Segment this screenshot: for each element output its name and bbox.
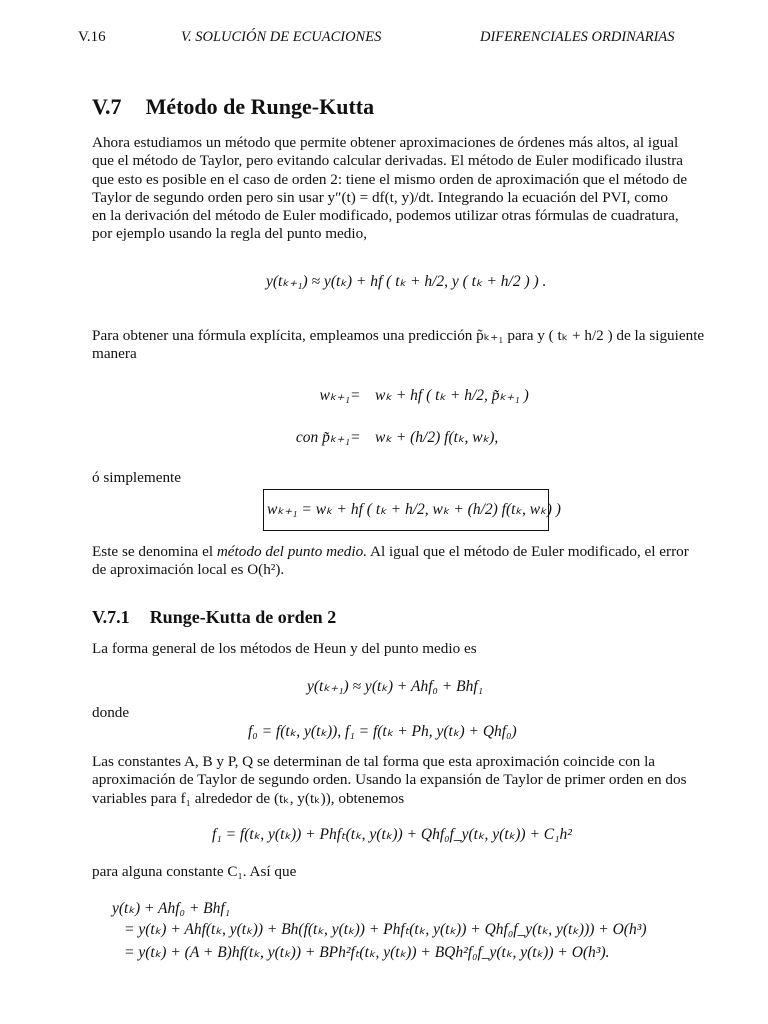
constant-c1-paragraph: para alguna constante C₁. Así que — [92, 863, 297, 880]
intro-paragraph — [92, 134, 687, 244]
general-rk2-equation: y(tₖ₊₁) ≈ y(tₖ) + Ahf₀ + Bhf₁ — [307, 678, 484, 695]
eq-array-lhs-2: con p̃ₖ₊₁ — [295, 429, 350, 446]
paragraph-line: aproximación de Taylor de segundo orden. Usando la expansión de Taylor de primer orden en dos — [92, 771, 687, 789]
running-header-chapter: V. SOLUCIÓN DE ECUACIONES — [181, 29, 382, 45]
paragraph-line: que el método de Taylor, pero evitando calcular derivadas. El método de Euler modificado ilustra — [92, 152, 683, 170]
eq-array-rhs-2: wₖ + (h/2) f(tₖ, wₖ), — [375, 429, 499, 446]
simplemente-text: ó simplemente — [92, 469, 181, 486]
expansion-line-1: y(tₖ) + Ahf₀ + Bhf₁ — [112, 900, 231, 917]
paragraph-line: Ahora estudiamos un método que permite obtener aproximaciones de órdenes más altos, al igual — [92, 134, 679, 151]
section-title: Método de Runge-Kutta — [145, 94, 375, 119]
eq-array-lhs-1: wₖ₊₁ — [319, 387, 350, 404]
subsection-number: V.7.1 — [92, 607, 130, 627]
paragraph-line: Las constantes A, B y P, Q se determinan de tal forma que esta aproximación coincide con la — [92, 753, 656, 770]
heun-intro-paragraph: La forma general de los métodos de Heun y del punto medio es — [92, 640, 477, 657]
section-heading — [92, 94, 374, 120]
eq-array-rhs-1: wₖ + hf ( tₖ + h/2, p̃ₖ₊₁ ) — [375, 387, 529, 404]
prediction-paragraph — [92, 327, 704, 364]
constants-paragraph — [92, 753, 687, 808]
paragraph-line: Taylor de segundo orden pero sin usar y″(t) = df(t, y)/dt. Integrando la ecuación del PVI, como — [92, 188, 669, 206]
expansion-line-2: = y(tₖ) + Ahf(tₖ, y(tₖ)) + Bh(f(tₖ, y(tₖ)) + Phfₜ(tₖ, y(tₖ)) + Qhf₀f_y(tₖ, y(tₖ))) + O(h³) — [124, 921, 647, 938]
page-number: V.16 — [78, 29, 106, 45]
paragraph-line: de aproximación local es O(h²). — [92, 561, 285, 579]
f0-f1-definition: f₀ = f(tₖ, y(tₖ)), f₁ = f(tₖ + Ph, y(tₖ) + Qhf₀) — [248, 723, 517, 740]
f1-taylor-expansion: f₁ = f(tₖ, y(tₖ)) + Phfₜ(tₖ, y(tₖ)) + Qhf₀f_y(tₖ, y(tₖ)) + C₁h² — [212, 826, 572, 843]
subsection-title: Runge-Kutta de orden 2 — [149, 607, 337, 627]
emphasized-term: método del punto medio. — [216, 543, 368, 560]
paragraph-line: Este se denomina el método del punto medio. Al igual que el método de Euler modificado, el error — [92, 543, 689, 560]
section-number: V.7 — [92, 94, 122, 119]
paragraph-line: por ejemplo usando la regla del punto medio, — [92, 225, 367, 243]
paragraph-line: manera — [92, 345, 137, 363]
paragraph-line: Para obtener una fórmula explícita, empleamos una predicción p̃ₖ₊₁ para y ( tₖ + h/2 ) de la siguiente — [92, 327, 705, 344]
expansion-line-3: = y(tₖ) + (A + B)hf(tₖ, y(tₖ)) + BPh²fₜ(tₖ, y(tₖ)) + BQh²f₀f_y(tₖ, y(tₖ)) + O(h³). — [124, 944, 610, 961]
midpoint-method-paragraph — [92, 543, 689, 580]
midpoint-method-boxed-formula: wₖ₊₁ = wₖ + hf ( tₖ + h/2, wₖ + (h/2) f(tₖ, wₖ) ) — [263, 489, 549, 531]
subsection-heading — [92, 607, 336, 628]
eq-array-equals-1: = — [351, 387, 360, 404]
paragraph-line: variables para f₁ alrededor de (tₖ, y(tₖ)), obtenemos — [92, 789, 405, 807]
paragraph-line: que esto es posible en el caso de orden 2: tiene el mismo orden de aproximación que el método de — [92, 170, 688, 188]
paragraph-line: en la derivación del método de Euler modificado, podemos utilizar otras fórmulas de cuadratura, — [92, 207, 679, 225]
donde-text: donde — [92, 704, 130, 721]
midpoint-quadrature-equation: y(tₖ₊₁) ≈ y(tₖ) + hf ( tₖ + h/2, y ( tₖ + h/2 ) ) . — [266, 273, 547, 290]
eq-array-equals-2: = — [351, 429, 360, 446]
running-header-suffix: DIFERENCIALES ORDINARIAS — [480, 29, 675, 45]
